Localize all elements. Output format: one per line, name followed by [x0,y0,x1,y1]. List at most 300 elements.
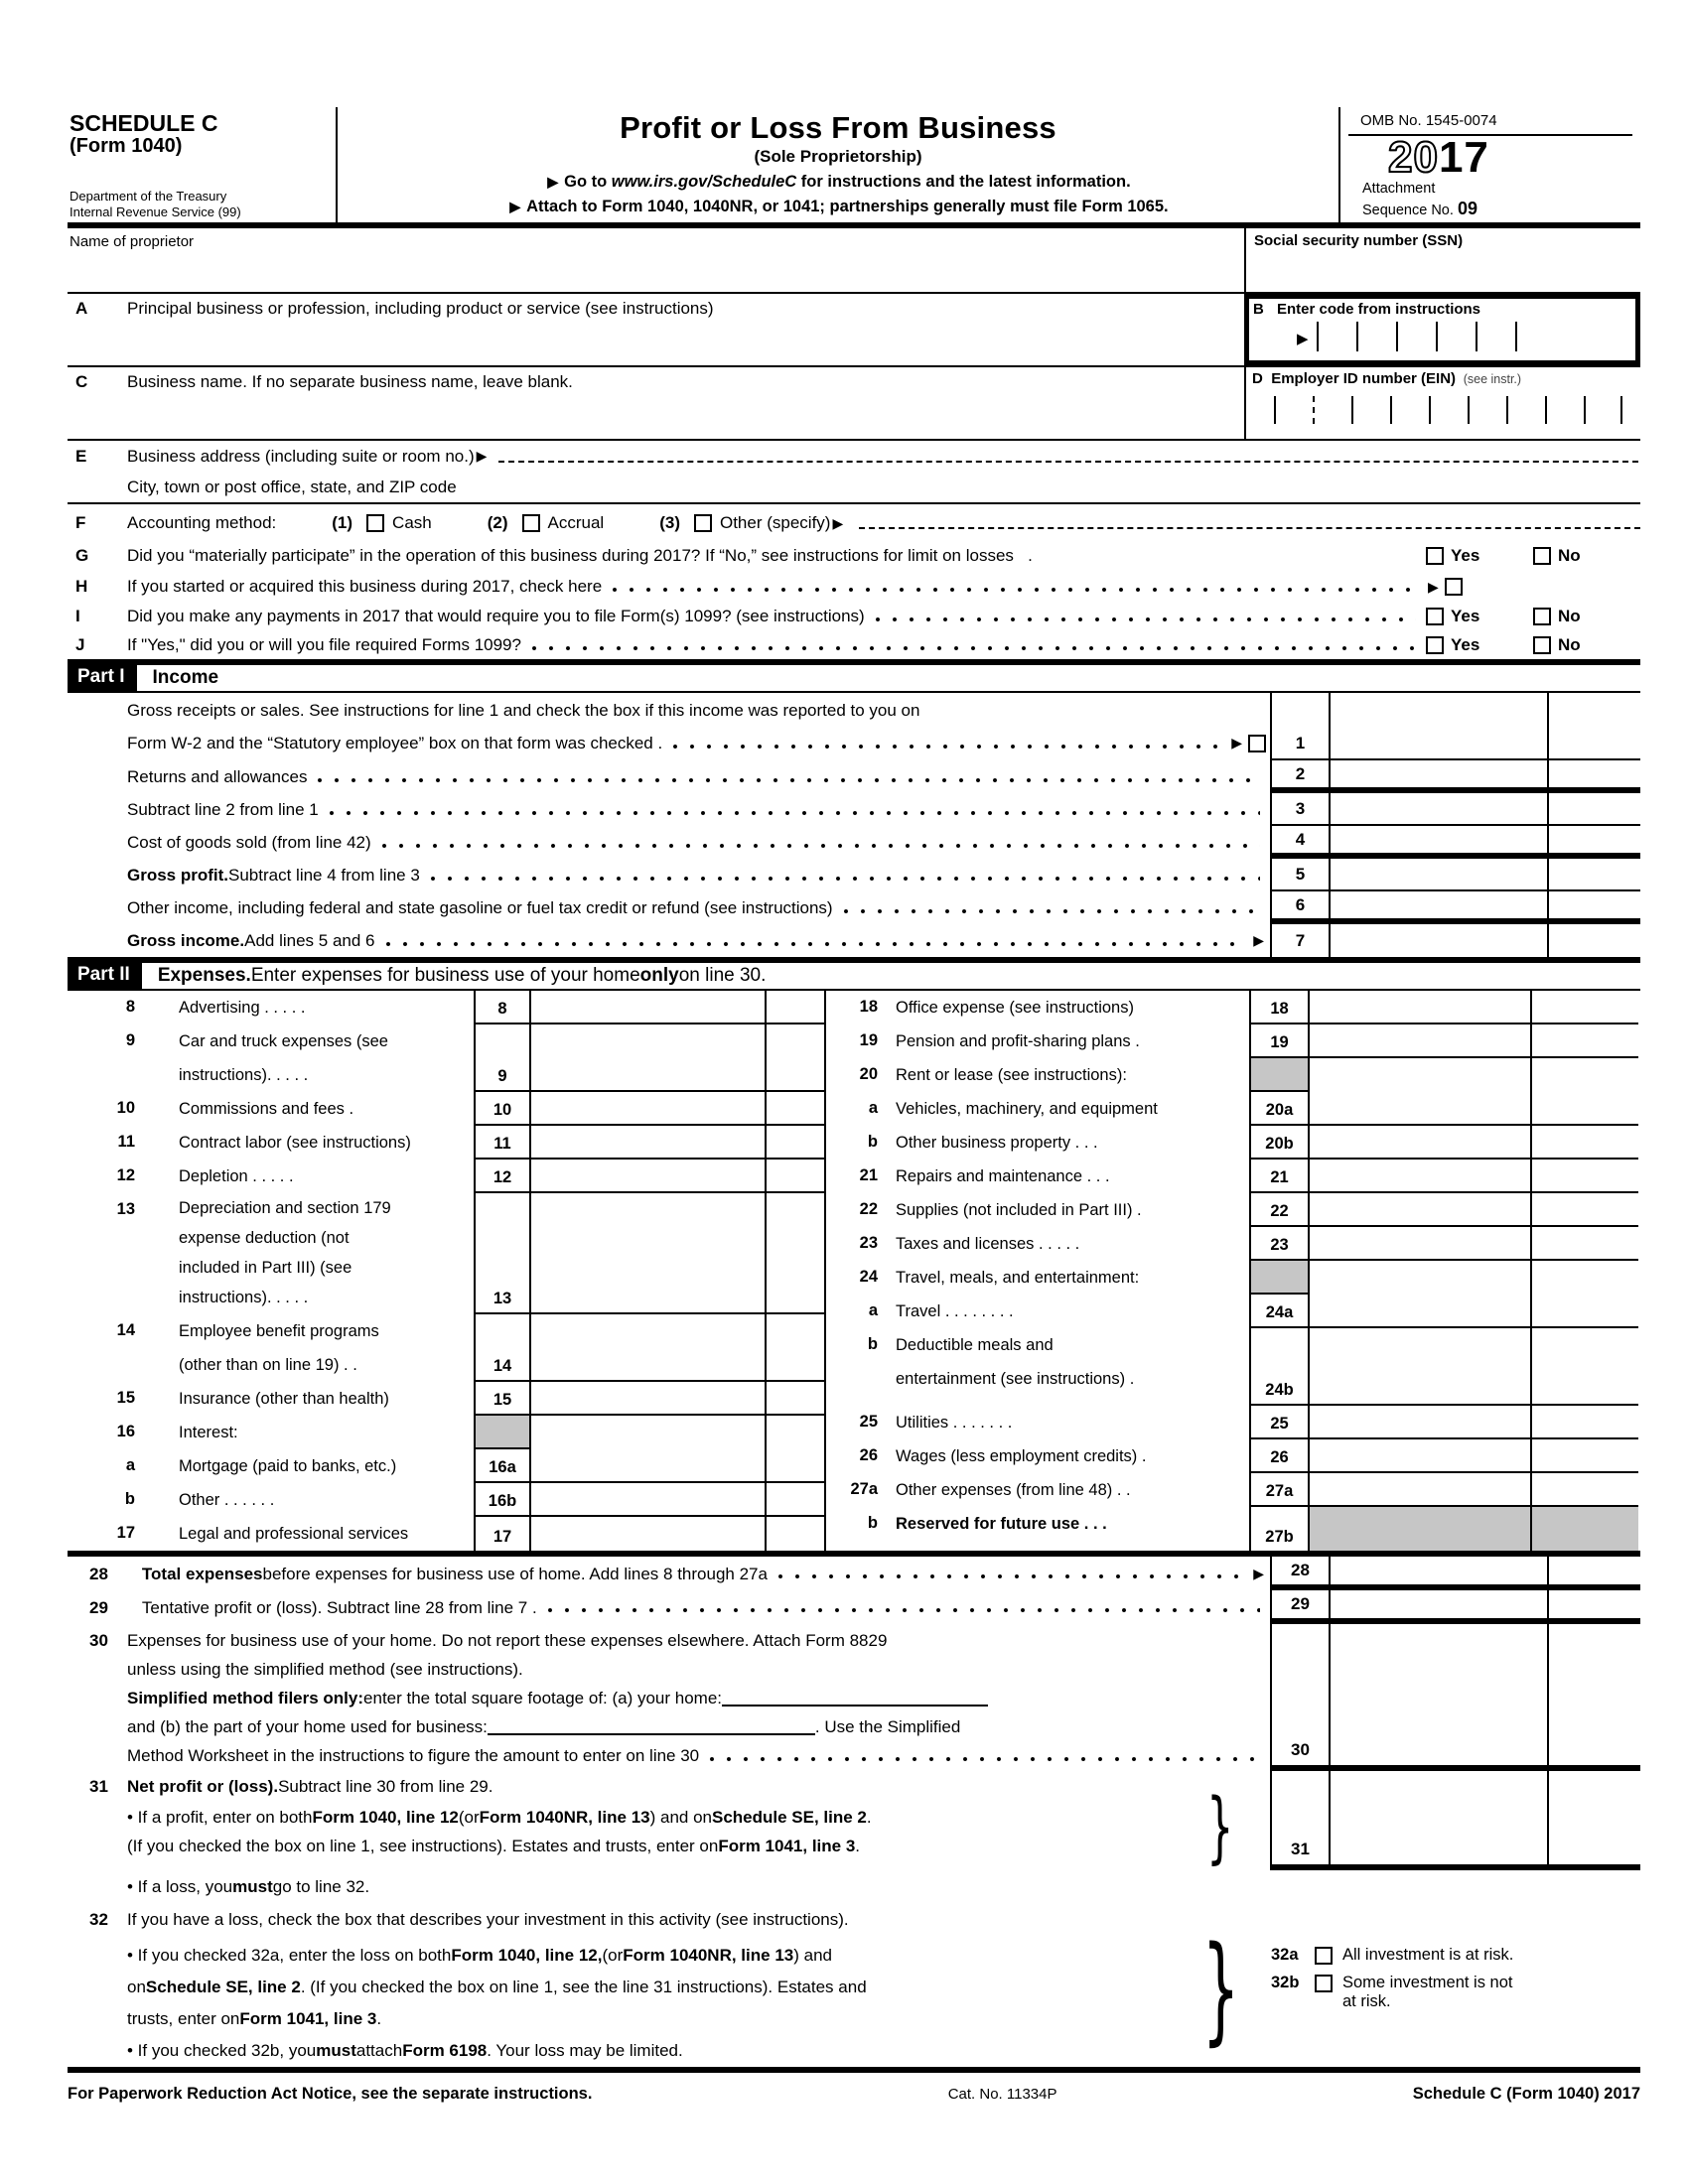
text-segment: . [376,2009,382,2028]
no-checkbox[interactable] [1533,636,1551,654]
expense-line-13-amount-field[interactable] [531,1193,765,1314]
expense-line-11-code-box: 11 [474,1126,531,1160]
expense-label-line: Mortgage (paid to banks, etc.) [179,1457,397,1475]
expense-line-18-label [882,991,1249,1024]
expense-label-line: Wages (less employment credits) . [896,1447,1147,1465]
expense-line-26 [826,1439,1638,1473]
expense-label-line: Depreciation and section 179 [179,1199,391,1217]
income-line-text [68,826,1270,859]
line-1-amount-field[interactable] [1331,693,1547,760]
question-row-j [68,631,1640,659]
goto-url: www.irs.gov/ScheduleC [611,173,797,191]
right-arrow-icon: ▶ [547,174,559,190]
line-30-text-line [68,1712,1270,1741]
text-segment: Form W-2 and the “Statutory employee” box on that form was checked . [127,734,663,752]
address-input-line[interactable] [498,445,1638,463]
expense-line-22-amount-field[interactable] [1310,1193,1530,1227]
expense-line-20a-amount-field[interactable] [1310,1092,1530,1126]
text-segment: Tentative profit or (loss). Subtract line 28 from line 7 . [141,1597,537,1617]
text-segment: Add lines 5 and 6 [244,931,375,950]
accrual-label: Accrual [547,513,605,532]
entry-blank-line[interactable] [488,1719,815,1735]
line-2-amount-field[interactable] [1331,760,1547,793]
expense-line-22-cents-field[interactable] [1530,1193,1638,1227]
part1-bar [68,659,1640,693]
text-segment: . Use the Simplified [814,1717,961,1736]
line-32-bullet-4 [68,2035,1640,2067]
expense-line-15-amount-field[interactable] [531,1382,765,1416]
text-segment: Subtract line 2 from line 1 [127,800,319,819]
line-28-number: 28 [89,1564,108,1583]
expense-line-19-code-box: 19 [1249,1024,1310,1058]
question-text [127,635,1426,655]
expense-line-26-amount-field[interactable] [1310,1439,1530,1473]
expense-line-10-label [139,1092,474,1126]
part2-badge: Part II [68,963,142,989]
expense-line-20-cents-field[interactable] [1530,1058,1638,1092]
expense-line-23-cents-field[interactable] [1530,1227,1638,1261]
expense-line-19-number: 19 [859,1031,878,1049]
expense-line-12-amount-field[interactable] [531,1160,765,1193]
schedule-c-form [68,107,1640,2107]
expense-line-25-label [882,1406,1249,1439]
line-e-city-label[interactable]: City, town or post office, state, and ZIP code [127,477,457,496]
expense-line-11-cents-field[interactable] [765,1126,824,1160]
dotted-leader [329,810,1260,818]
yes-checkbox[interactable] [1426,547,1444,565]
all-investment-at-risk-checkbox[interactable] [1315,1947,1333,1965]
text-segment: . [866,1808,872,1827]
expense-line-25-number: 25 [859,1413,878,1431]
line-d-ein-cells[interactable] [1274,390,1636,424]
expense-label-line: Pension and profit-sharing plans . [896,1032,1140,1050]
expense-line-11-amount-field[interactable] [531,1126,765,1160]
expense-line-19-cents-field[interactable] [1530,1024,1638,1058]
expense-line-10-code-box: 10 [474,1092,531,1126]
expense-line-18-amount-field[interactable] [1310,991,1530,1024]
at-risk-panel [1271,1946,1513,2020]
expense-line-24-cents-field[interactable] [1530,1261,1638,1295]
expense-line-19 [826,1024,1638,1058]
expense-line-20 [826,1058,1638,1092]
ein-digit-cell[interactable] [1429,396,1468,424]
income-line-text [68,859,1270,891]
expense-label-line: expense deduction (not [179,1229,350,1247]
expense-line-25-code-box: 25 [1249,1406,1310,1439]
accrual-checkbox[interactable] [522,514,540,532]
part2-title-bold: Expenses. [157,965,251,986]
other-checkbox[interactable] [694,514,712,532]
expense-line-14-amount-field[interactable] [531,1314,765,1382]
expense-label-line: Taxes and licenses . . . . . [896,1235,1080,1253]
expense-line-27b-label [882,1507,1249,1551]
goto-instruction [338,173,1338,192]
question-checkboxes [1426,635,1640,655]
line-a-field[interactable] [68,294,1244,365]
expense-line-16-number: 16 [116,1423,135,1440]
ein-digit-cell[interactable] [1313,396,1351,424]
expense-line-20a-label [882,1092,1249,1126]
expense-label-line: Employee benefit programs [179,1322,379,1340]
expenses-grid [68,991,1640,1557]
line-30-number: 30 [89,1631,108,1650]
line-6-cents-field[interactable] [1547,891,1640,924]
line-29-label [68,1590,1270,1624]
expense-line-21-cents-field[interactable] [1530,1160,1638,1193]
expense-line-21-code-box: 21 [1249,1160,1310,1193]
expense-line-27a-amount-field[interactable] [1310,1473,1530,1507]
expense-label-line: (other than on line 19) . . [179,1356,357,1374]
expense-line-15 [68,1382,824,1416]
expense-line-16-amount-field[interactable] [531,1416,765,1449]
expense-line-19-label [882,1024,1249,1058]
right-arrow-icon: ▶ [1253,1565,1264,1581]
ein-digit-cell[interactable] [1584,396,1622,424]
line-1-cents-field[interactable] [1547,693,1640,760]
footer-form-id: Schedule C (Form 1040) 2017 [1412,2085,1640,2103]
text-segment: Gross profit. [127,866,229,885]
form-footer [68,2067,1640,2107]
expense-line-16b-label [139,1483,474,1517]
income-line-1 [68,693,1640,760]
line-28-number-box: 28 [1270,1557,1331,1590]
line-7-amount-field[interactable] [1331,924,1547,957]
right-arrow-icon: ▶ [1428,578,1439,595]
expense-line-20-code-box [1249,1058,1310,1092]
text-segment: Cost of goods sold (from line 42) [127,833,371,852]
income-line-text [68,924,1270,957]
totals-section [68,1557,1640,2067]
line-6-number-box: 6 [1270,891,1331,924]
agency-line-2: Internal Revenue Service (99) [70,204,241,219]
line-31-amount-field[interactable] [1331,1771,1547,1870]
text-segment: Net profit or (loss). [127,1777,279,1796]
expense-line-9-amount-field[interactable] [531,1024,765,1092]
dotted-leader [875,616,1416,624]
line-31-bullet-profit-2 [68,1833,1270,1860]
expense-line-25-cents-field[interactable] [1530,1406,1638,1439]
cash-checkbox[interactable] [366,514,384,532]
income-line-text [68,760,1270,793]
code-digit-cell[interactable] [1317,322,1356,351]
expense-label-line: Commissions and fees . [179,1100,354,1118]
text-segment: Method Worksheet in the instructions to figure the amount to enter on line 30 [127,1746,700,1765]
line-f-label: Accounting method: [127,513,277,532]
entry-blank-line[interactable] [722,1691,988,1706]
part2-title-only: only [639,965,679,986]
proprietor-row [68,228,1640,294]
code-digit-cell[interactable] [1476,322,1515,351]
expense-line-9-cents-field[interactable] [765,1024,824,1092]
line-30-cents-field[interactable] [1547,1624,1640,1771]
text-segment: Other income, including federal and state gasoline or fuel tax credit or refund (see instructions) [127,898,833,917]
year-outline: 20 [1388,133,1439,182]
line-31-cents-field[interactable] [1547,1771,1640,1870]
dotted-leader [385,941,1242,949]
expense-line-16-code-box [474,1416,531,1449]
line-7-number-box: 7 [1270,924,1331,957]
name-of-proprietor-field[interactable]: Name of proprietor [70,233,195,250]
expense-line-24b-cents-field[interactable] [1530,1328,1638,1406]
line-30-text-line [68,1626,1270,1655]
right-arrow-icon: ▶ [509,199,521,214]
expense-line-13-cents-field[interactable] [765,1193,824,1314]
expense-line-24-amount-field[interactable] [1310,1261,1530,1295]
expense-label-line: Travel . . . . . . . . [896,1302,1014,1320]
question-text-label: Did you make any payments in 2017 that would require you to file Form(s) 1099? (see instructions) [127,607,865,625]
text-segment: ) and on [649,1808,712,1827]
expense-line-17-cents-field[interactable] [765,1517,824,1551]
line-28-amount-field[interactable] [1331,1557,1547,1590]
expense-line-8-amount-field[interactable] [531,991,765,1024]
expense-line-20b [826,1126,1638,1160]
expense-line-20b-cents-field[interactable] [1530,1126,1638,1160]
expense-line-24a [826,1295,1638,1328]
expense-label-line: Deductible meals and [896,1336,1054,1354]
expense-line-10-amount-field[interactable] [531,1092,765,1126]
expense-label-line: Office expense (see instructions) [896,999,1134,1017]
line-b-code-box[interactable] [1244,294,1640,365]
line-7-cents-field[interactable] [1547,924,1640,957]
line-28-cents-field[interactable] [1547,1557,1640,1590]
line-31-heading [68,1771,1270,1803]
line-32-bullets-block [68,1920,1640,2067]
expense-line-12-number: 12 [116,1166,135,1184]
expense-line-22 [826,1193,1638,1227]
other-specify-input-line[interactable] [859,515,1640,529]
expense-line-23-label [882,1227,1249,1261]
income-line-text [68,793,1270,826]
expense-line-27a-number: 27a [850,1480,878,1498]
expense-line-24b-amount-field[interactable] [1310,1328,1530,1406]
ein-digit-cell[interactable] [1468,396,1506,424]
expense-line-27b-cents-field[interactable] [1530,1507,1638,1551]
text-segment: Schedule SE, line 2 [712,1808,867,1827]
text-segment: • If you checked 32b, you [127,2041,317,2060]
expense-line-15-label [139,1382,474,1416]
expense-line-16a-label [139,1449,474,1483]
expense-line-13-number: 13 [116,1200,135,1218]
line-6-amount-field[interactable] [1331,891,1547,924]
line-29-cents-field[interactable] [1547,1590,1640,1624]
expense-line-23-amount-field[interactable] [1310,1227,1530,1261]
line-d-label-row [1252,370,1636,387]
expense-line-24a-number: a [868,1301,878,1319]
expense-label-line: Supplies (not included in Part III) . [896,1201,1142,1219]
ein-digit-cell[interactable] [1545,396,1584,424]
check-here-checkbox[interactable] [1445,578,1463,596]
line-4-cents-field[interactable] [1547,826,1640,859]
text-segment: attach [355,2041,403,2060]
expense-line-17 [68,1517,824,1551]
attachment-label: Attachment [1362,181,1436,197]
ein-digit-cell[interactable] [1274,396,1313,424]
attach-text: Attach to Form 1040, 1040NR, or 1041; partnerships generally must file Form 1065. [526,198,1169,215]
line-4-amount-field[interactable] [1331,826,1547,859]
code-digit-cell[interactable] [1436,322,1476,351]
line-29-number: 29 [89,1597,108,1617]
text-segment: . (If you checked the box on line 1, see the line 31 instructions). Estates and [300,1978,867,1996]
right-arrow-icon: ▶ [832,514,844,531]
line-29-amount-field[interactable] [1331,1590,1547,1624]
line-c-field[interactable] [68,367,1244,439]
goto-post: for instructions and the latest information. [796,173,1131,191]
question-text [127,577,1426,597]
question-text [127,546,1426,566]
income-line-2 [68,760,1640,793]
dotted-leader [317,777,1260,785]
ein-digit-cell[interactable] [1506,396,1545,424]
question-row-h [68,572,1640,602]
question-row-i [68,602,1640,631]
text-segment: Subtract line 30 from line 29. [278,1777,493,1796]
line-e-letter: E [75,446,87,466]
expense-line-20a-cents-field[interactable] [1530,1092,1638,1126]
expenses-left-column [68,991,826,1551]
line-4-number-box: 4 [1270,826,1331,859]
part1-badge: Part I [68,665,137,691]
expense-line-20b-amount-field[interactable] [1310,1126,1530,1160]
expense-label-line: Other business property . . . [896,1134,1098,1152]
yes-label: Yes [1451,635,1480,654]
statutory-employee-checkbox[interactable] [1248,735,1266,752]
expense-line-10-cents-field[interactable] [765,1092,824,1126]
expense-line-11-number: 11 [117,1133,135,1151]
some-investment-not-at-risk-checkbox[interactable] [1315,1975,1333,1992]
expense-line-8-number: 8 [125,998,135,1016]
line-32-number: 32 [89,1910,108,1929]
expense-line-8-cents-field[interactable] [765,991,824,1024]
line-31-bullet-profit [68,1803,1270,1833]
code-digit-cell[interactable] [1356,322,1396,351]
no-option [1533,635,1640,655]
agency-line-1: Department of the Treasury [70,188,227,204]
line-30-amount-field[interactable] [1331,1624,1547,1771]
expense-line-16b-cents-field[interactable] [765,1483,824,1517]
code-digit-cell[interactable] [1515,322,1555,351]
text-segment: enter the total square footage of: (a) your home: [363,1689,723,1707]
line-3-cents-field[interactable] [1547,793,1640,826]
expense-label-line: Utilities . . . . . . . [896,1414,1013,1432]
expense-line-21-amount-field[interactable] [1310,1160,1530,1193]
expense-line-16a-number: a [125,1456,135,1474]
code-digit-cell[interactable] [1396,322,1436,351]
line-3-number-box: 3 [1270,793,1331,826]
line-2-cents-field[interactable] [1547,760,1640,793]
text-segment: Gross income. [127,931,245,950]
expense-label-line: Advertising . . . . . [179,999,306,1017]
line-c-letter: C [75,372,88,391]
expense-line-16a-cents-field[interactable] [765,1449,824,1483]
expense-line-27a-cents-field[interactable] [1530,1473,1638,1507]
line-29-number-box: 29 [1270,1590,1331,1624]
line-3-amount-field[interactable] [1331,793,1547,826]
text-segment: • If you checked 32a, enter the loss on both [127,1946,452,1965]
expense-line-15-cents-field[interactable] [765,1382,824,1416]
line-b-code-cells[interactable] [1253,318,1631,351]
line-f-row [68,504,1640,540]
expense-label-line: Other . . . . . . [179,1491,275,1509]
expense-line-25-amount-field[interactable] [1310,1406,1530,1439]
expense-label-line: Rent or lease (see instructions): [896,1066,1127,1084]
expense-label-line: Travel, meals, and entertainment: [896,1269,1140,1287]
text-segment: Returns and allowances [127,767,308,786]
no-checkbox[interactable] [1533,608,1551,625]
line-32b-label-line1: Some investment is not [1342,1974,1513,1991]
expense-line-16a-amount-field[interactable] [531,1449,765,1483]
option-number: (1) [332,513,353,532]
expense-line-24a-amount-field[interactable] [1310,1295,1530,1328]
expense-line-18-cents-field[interactable] [1530,991,1638,1024]
text-segment: Gross receipts or sales. See instructions for line 1 and check the box if this income was reported to you on [127,701,920,720]
yes-checkbox[interactable] [1426,636,1444,654]
option-number: (2) [487,513,508,532]
expense-line-20a-number: a [868,1099,878,1117]
ssn-field[interactable]: Social security number (SSN) [1244,228,1640,292]
ein-digit-cell[interactable] [1351,396,1390,424]
expense-line-26-number: 26 [859,1446,878,1464]
dotted-leader [777,1573,1241,1581]
expense-line-27b-amount-field[interactable] [1310,1507,1530,1551]
line-f-field [68,511,1640,533]
income-line-text [68,727,1270,759]
expense-line-12-label [139,1160,474,1193]
expense-line-26-cents-field[interactable] [1530,1439,1638,1473]
line-2-number-box: 2 [1270,760,1331,793]
expense-line-17-amount-field[interactable] [531,1517,765,1551]
expense-line-16b-number: b [124,1490,135,1508]
line-5-amount-field[interactable] [1331,859,1547,891]
expense-line-17-code-box: 17 [474,1517,531,1551]
income-line-3 [68,793,1640,826]
part2-title-rest: Enter expenses for business use of your home [250,965,640,986]
expense-line-27b [826,1507,1638,1551]
text-segment: (If you checked the box on line 1, see instructions). Estates and trusts, enter on [127,1837,719,1855]
expense-line-26-label [882,1439,1249,1473]
expense-line-14-cents-field[interactable] [765,1314,824,1382]
expense-line-19-amount-field[interactable] [1310,1024,1530,1058]
expense-line-16-cents-field[interactable] [765,1416,824,1449]
right-arrow-icon: ▶ [1297,331,1309,347]
form-subtitle: (Sole Proprietorship) [754,147,922,166]
expense-line-20b-label [882,1126,1249,1160]
expense-label-line: instructions). . . . . [179,1066,309,1084]
expense-label-line: Contract labor (see instructions) [179,1134,411,1152]
text-segment: Form 1040, line 12, [451,1946,603,1965]
line-5-cents-field[interactable] [1547,859,1640,891]
expense-line-12-cents-field[interactable] [765,1160,824,1193]
dotted-leader [381,843,1260,851]
expense-line-22-code-box: 22 [1249,1193,1310,1227]
form-header-right [1340,107,1640,222]
expense-line-16b [68,1483,824,1517]
form-header [68,107,1640,228]
line-31-bullet-loss [68,1870,1640,1903]
line-30-text-line [68,1655,1270,1684]
yes-checkbox[interactable] [1426,608,1444,625]
line-5-number-box: 5 [1270,859,1331,891]
expense-line-23-number: 23 [859,1234,878,1252]
no-checkbox[interactable] [1533,547,1551,565]
form-number: (Form 1040) [70,135,183,158]
expense-line-9 [68,1024,824,1092]
ein-digit-cell[interactable] [1390,396,1429,424]
income-line-5-label [68,859,1270,891]
expense-line-24a-cents-field[interactable] [1530,1295,1638,1328]
text-segment: Form 1041, line 3 [718,1837,856,1855]
expense-line-16b-amount-field[interactable] [531,1483,765,1517]
expense-line-20-amount-field[interactable] [1310,1058,1530,1092]
